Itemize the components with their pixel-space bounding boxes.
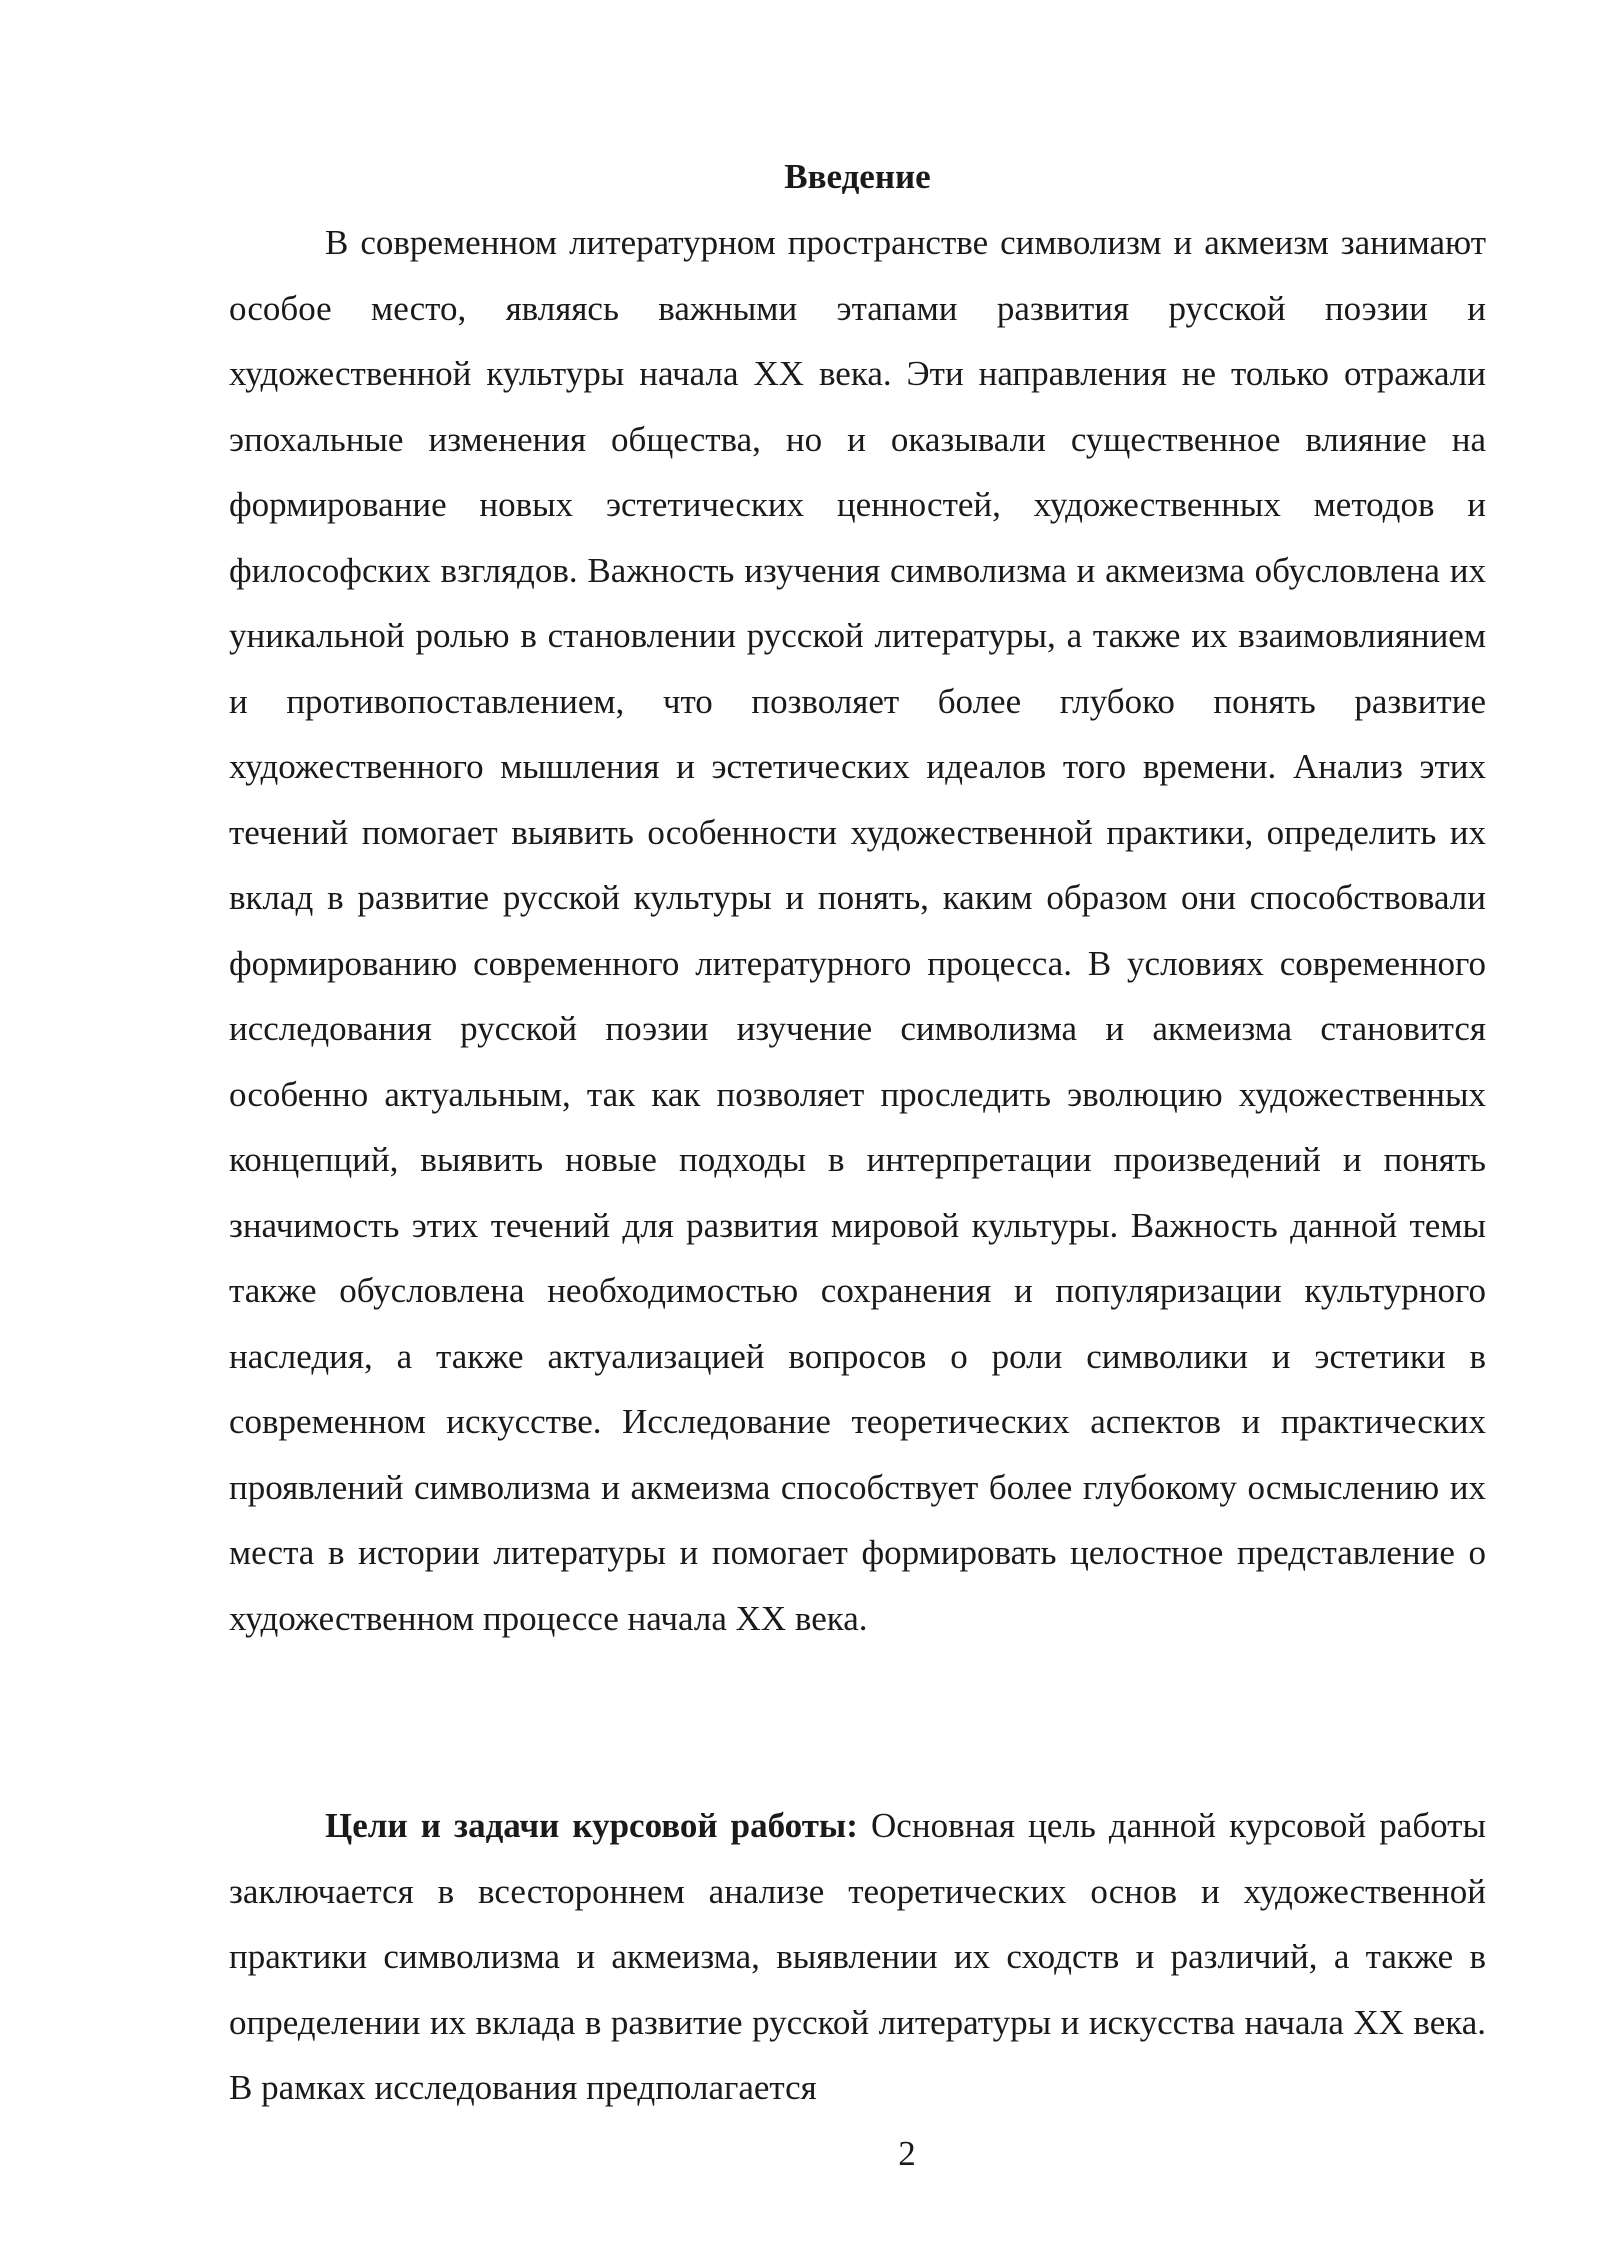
section-heading: Введение [784,157,931,196]
page-number: 2 [898,2134,916,2173]
goals-text: Основная цель данной курсовой работы заключается в всестороннем анализе теоретических основ и художественной практики символизма и акмеизма, выявлении их сходств и различий, а также в определении их вклада в развитие русской литературы и искусства начала XX века. В рамках исследования предполагается [229,1806,1486,2107]
intro-paragraph: В современном литературном пространстве символизм и акмеизм занимают особое место, являясь важными этапами развития русской поэзии и художественной культуры начала XX века. Эти направления не только отражали эпохальные изменения общества, но и оказывали существенное влияние на формирование новых эстетических ценностей, художественных методов и философских взглядов. Важность изучения символизма и акмеизма обусловлена их уникальной ролью в становлении русской литературы, а также их взаимовлиянием и противопоставлением, что позволяет более глубоко понять развитие художественного мышления и эстетических идеалов того времени. Анализ этих течений помогает выявить особенности художественной практики, определить их вклад в развитие русской культуры и понять, каким образом они способствовали формированию современного литературного процесса. В условиях современного исследования русской поэзии изучение символизма и акмеизма становится особенно актуальным, так как позволяет проследить эволюцию художественных концепций, выявить новые подходы в интерпретации произведений и понять значимость этих течений для развития мировой культуры. Важность данной темы также обусловлена необходимостью сохранения и популяризации культурного наследия, а также актуализацией вопросов о роли символики и эстетики в современном искусстве. Исследование теоретических аспектов и практических проявлений символизма и акмеизма способствует более глубокому осмыслению их места в истории литературы и помогает формировать целостное представление о художественном процессе начала XX века. [229,223,1486,1638]
goals-lead: Цели и задачи курсовой работы: [325,1806,858,1845]
goals-paragraph [229,1793,1486,2121]
